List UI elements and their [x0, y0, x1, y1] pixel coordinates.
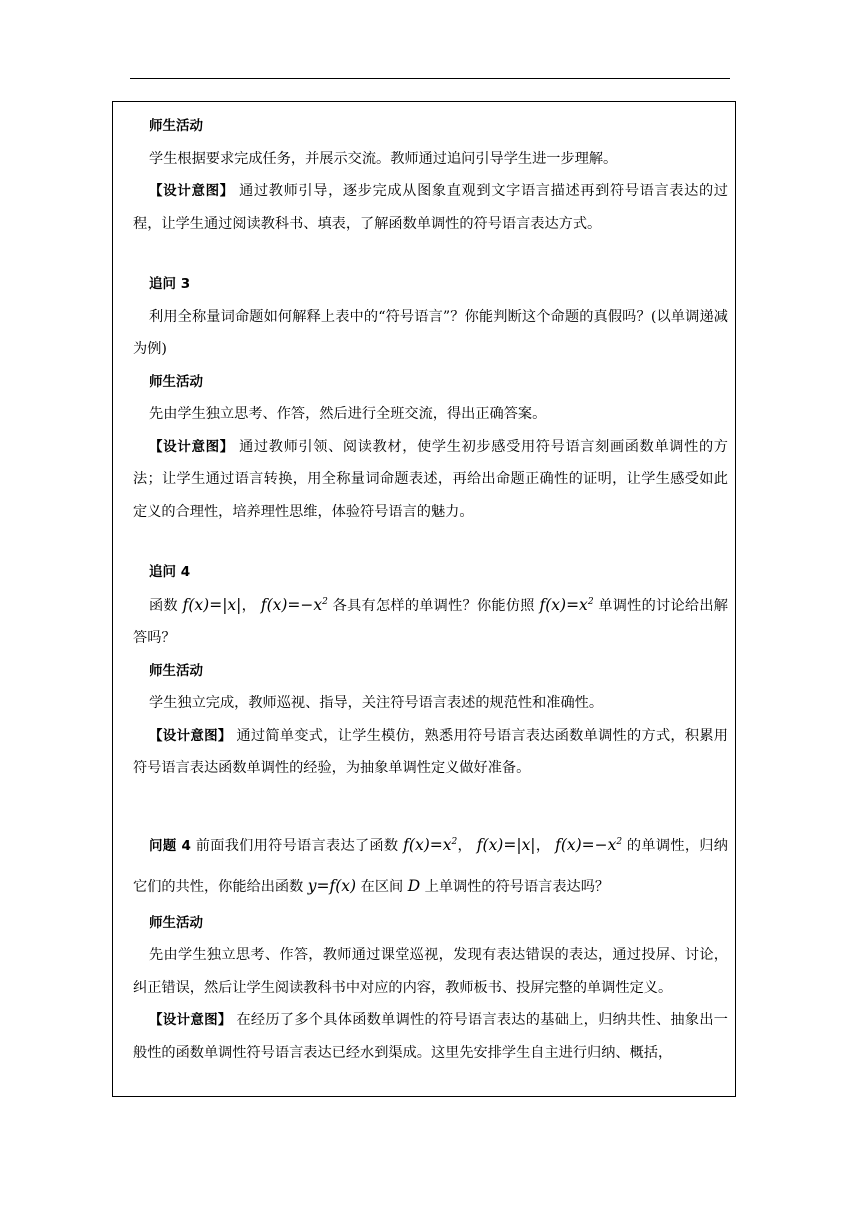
paragraph-text: 通过教师引导，逐步完成从图象直观到文字语言描述再到符号语言表达的过程，让学生通过阅读教科书、填表，了解函数单调性的符号语言表达方式。	[133, 183, 728, 232]
question-label: 问题 4	[149, 837, 191, 854]
paragraph-text: 通过教师引领、阅读教材，使学生初步感受用符号语言刻画函数单调性的方法；让学生通过语言转换，用全称量词命题表述，再给出命题正确性的证明，让学生感受如此定义的合理性，培养理性思维，体验符号语言的魅力。	[133, 438, 728, 520]
section-heading: 师生活动	[149, 373, 203, 390]
paragraph	[133, 1004, 728, 1069]
paragraph: 学生独立完成，教师巡视、指导，关注符号语言表述的规范性和准确性。	[149, 695, 604, 711]
paragraph-with-math: 问题 4 前面我们用符号语言表达了函数 $f(x)=x^2$， f(x)=|x|， $f(x)=-x^2$ 的单调性，归纳它们的共性，你能给出函数 y=f(x) 在区间 D 上单调性的符号语言表达吗？	[133, 835, 728, 895]
paragraph	[133, 431, 728, 529]
paragraph-text: 通过简单变式，让学生模仿，熟悉用符号语言表达函数单调性的方式，积累用符号语言表达函数单调性的经验，为抽象单调性定义做好准备。	[133, 727, 728, 776]
formula: D	[407, 876, 421, 895]
paragraph: 利用全称量词命题如何解释上表中的“符号语言”？你能判断这个命题的真假吗？(以单调递减为例)	[133, 308, 728, 357]
paragraph	[133, 175, 728, 240]
formula: $f(x)=-x^2$	[260, 595, 328, 614]
paragraph-text: 在经历了多个具体函数单调性的符号语言表达的基础上，归纳共性、抽象出一般性的函数单调性符号语言表达已经水到渠成。这里先安排学生自主进行归纳、概括，	[133, 1012, 728, 1061]
document-body	[133, 110, 728, 1069]
design-intent-label: 【设计意图】	[149, 727, 232, 744]
paragraph: 先由学生独立思考、作答，然后进行全班交流，得出正确答案。	[149, 406, 547, 422]
paragraph-with-math: 函数 f(x)=|x|， $f(x)=-x^2$ 各具有怎样的单调性？你能仿照 $f(x)=x^2$ 单调性的讨论给出解答吗？	[133, 595, 728, 646]
formula: $f(x)=-x^2$	[555, 835, 623, 854]
header-rule	[130, 78, 730, 79]
formula: $f(x)=x^2$	[539, 595, 594, 614]
section-heading: 师生活动	[149, 662, 203, 679]
formula: y=f(x)	[307, 876, 357, 895]
formula: $f(x)=x^2$	[403, 835, 458, 854]
section-heading: 追问 4	[149, 564, 191, 580]
section-heading: 师生活动	[149, 118, 203, 134]
design-intent-label: 【设计意图】	[149, 183, 234, 199]
design-intent-label: 【设计意图】	[149, 438, 234, 455]
formula: f(x)=|x|	[476, 835, 536, 854]
design-intent-label: 【设计意图】	[149, 1012, 232, 1028]
paragraph: 先由学生独立思考、作答，教师通过课堂巡视，发现有表达错误的表达，通过投屏、讨论，纠正错误，然后让学生阅读教科书中对应的内容，教师板书、投屏完整的单调性定义。	[133, 947, 728, 996]
section-heading: 追问 3	[149, 276, 191, 292]
paragraph: 学生根据要求完成任务，并展示交流。教师通过追问引导学生进一步理解。	[149, 150, 618, 167]
paragraph	[133, 720, 728, 785]
formula: f(x)=|x|	[182, 595, 242, 614]
section-heading: 师生活动	[149, 914, 203, 931]
